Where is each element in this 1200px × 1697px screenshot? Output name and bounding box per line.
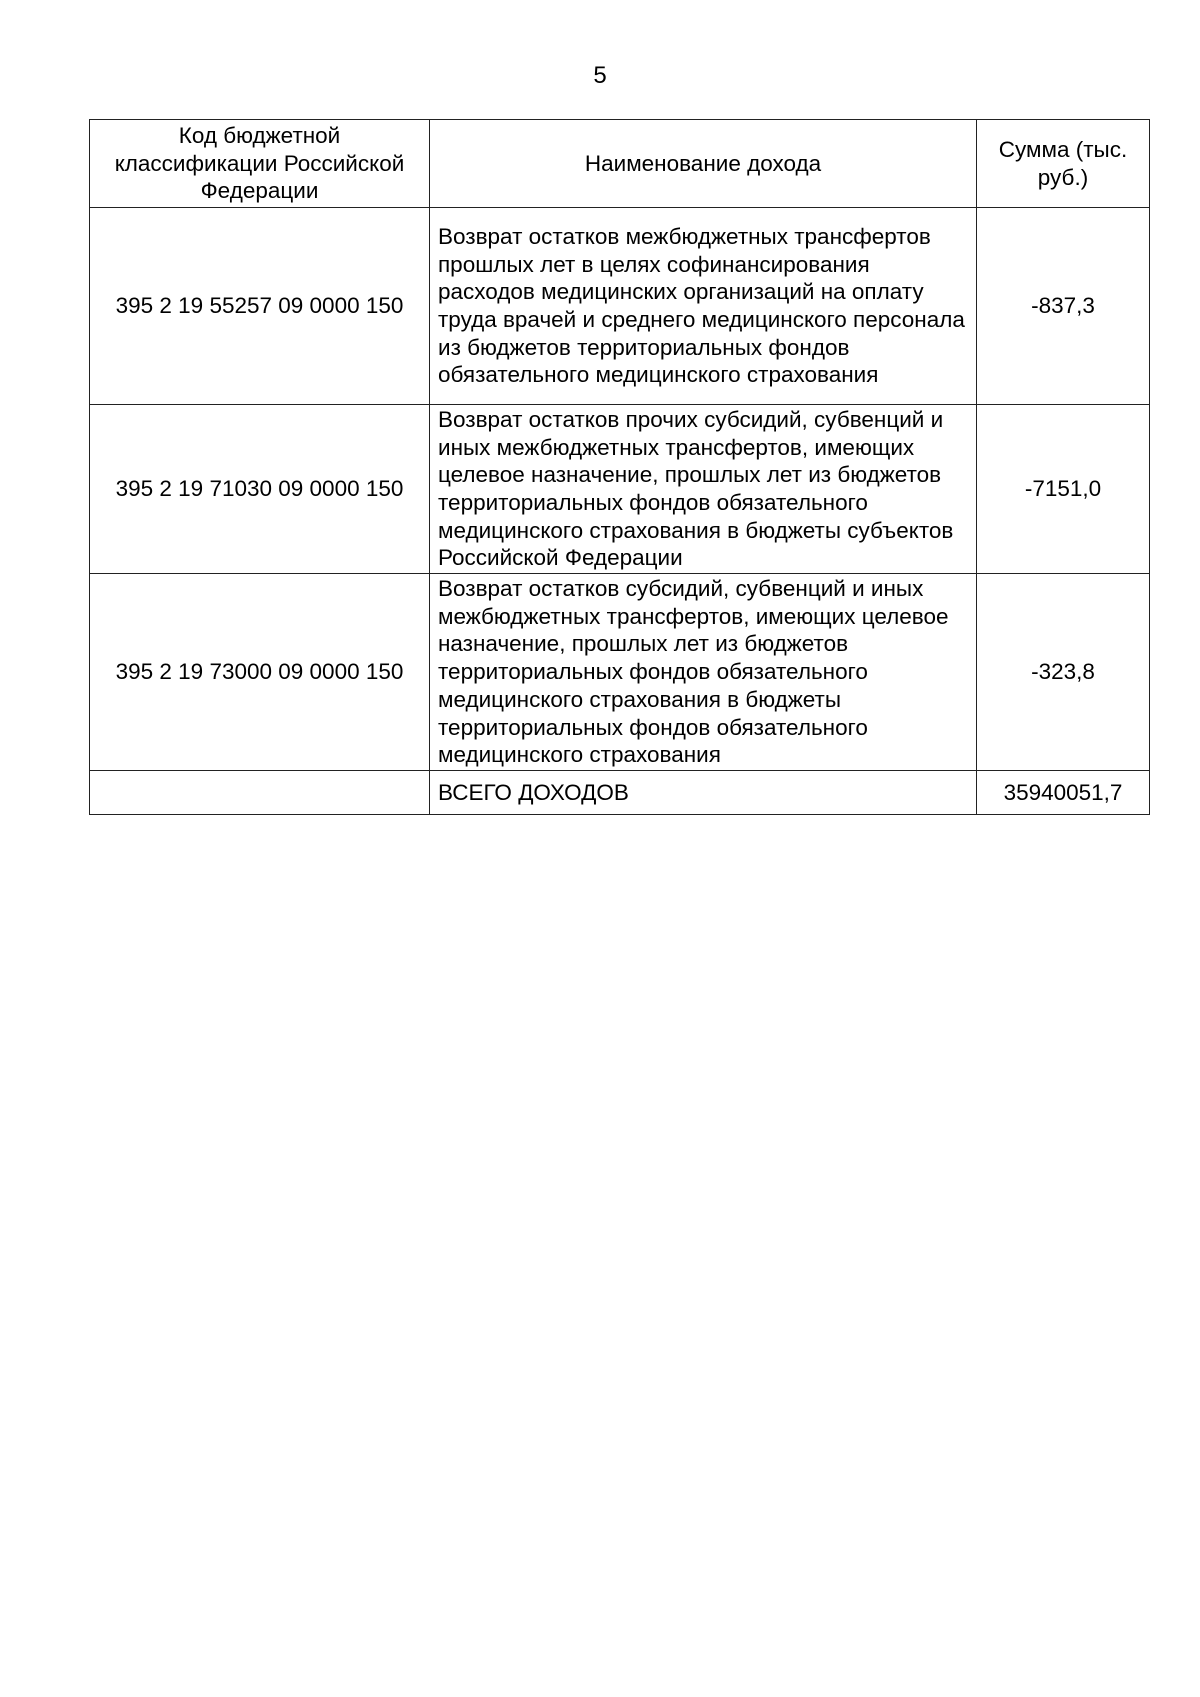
table-header-row [90,120,1150,208]
total-label: ВСЕГО ДОХОДОВ [430,771,977,815]
header-name: Наименование дохода [430,120,977,208]
row-sum: -323,8 [977,574,1150,771]
page-number: 5 [593,62,607,89]
table-row [90,405,1150,574]
row-sum: -7151,0 [977,405,1150,574]
table-row [90,208,1150,405]
row-code: 395 2 19 73000 09 0000 150 [90,574,430,771]
row-sum: -837,3 [977,208,1150,405]
row-code: 395 2 19 55257 09 0000 150 [90,208,430,405]
header-sum: Сумма (тыс. руб.) [977,120,1150,208]
total-row [90,771,1150,815]
total-sum: 35940051,7 [977,771,1150,815]
total-code-empty [90,771,430,815]
table-row [90,574,1150,771]
row-name: Возврат остатков прочих субсидий, субвенций и иных межбюджетных трансфертов, имеющих целевое назначение, прошлых лет из бюджетов территориальных фондов обязательного медицинского страхования в бюджеты субъектов Российской Федерации [430,405,977,574]
row-code: 395 2 19 71030 09 0000 150 [90,405,430,574]
header-code: Код бюджетной классификации Российской Федерации [90,120,430,208]
income-table [89,119,1150,815]
row-name: Возврат остатков межбюджетных трансфертов прошлых лет в целях софинансирования расходов медицинских организаций на оплату труда врачей и среднего медицинского персонала из бюджетов территориальных фондов обязательного медицинского страхования [430,208,977,405]
row-name: Возврат остатков субсидий, субвенций и иных межбюджетных трансфертов, имеющих целевое назначение, прошлых лет из бюджетов территориальных фондов обязательного медицинского страхования в бюджеты территориальных фондов обязательного медицинского страхования [430,574,977,771]
